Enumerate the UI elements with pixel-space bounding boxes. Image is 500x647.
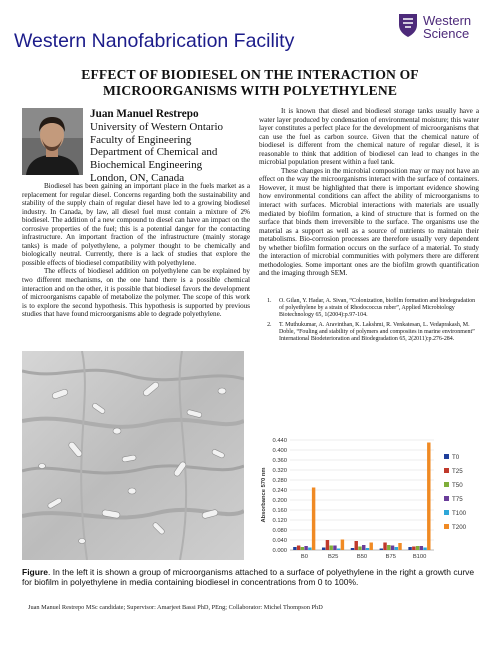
western-science-logo [397,10,493,56]
bar-T25-B50 [355,541,358,550]
legend-label: T50 [452,482,463,489]
figure-caption [22,567,482,587]
y-tick-label: 0.440 [272,438,287,444]
bar-T25-B0 [297,546,300,551]
bar-T200-B25 [341,540,344,551]
bar-T100-B50 [366,548,369,550]
x-tick-label: B50 [356,554,368,560]
legend-swatch-T100 [444,510,449,515]
bar-T75-B75 [391,546,394,551]
bar-T0-B100 [408,547,411,550]
logo-line-2: Science [423,26,470,41]
bar-T75-B25 [333,546,336,551]
author-affiliation-line: University of Western Ontario [90,120,224,133]
bar-T100-B75 [395,547,398,550]
author-affiliation-line: Department of Chemical and [90,146,218,159]
legend-swatch-T0 [444,454,449,459]
reference-item: 1. O. Gilan, Y. Hadar, A. Sivan, “Colonization, biofilm formation and biodegradation of polyethylene by a strain of Rhodococcus ruber”, Applied Microbiology Biotechnology 65, 1(2004):p.97-104. [273,298,479,319]
bar-T200-B50 [369,543,372,551]
x-tick-label: B75 [385,554,396,560]
author-affiliation-line: Faculty of Engineering [90,133,192,146]
bar-T25-B75 [383,543,386,551]
y-tick-label: 0.000 [272,548,287,554]
legend-swatch-T50 [444,482,449,487]
bar-T200-B100 [427,443,430,551]
legend-label: T75 [452,496,463,503]
bar-T75-B100 [420,546,423,550]
bar-T25-B100 [412,547,415,551]
bar-T200-B0 [312,488,315,551]
bar-T100-B25 [337,549,340,551]
bar-T100-B0 [308,548,311,551]
legend-swatch-T25 [444,468,449,473]
legend-label: T200 [452,524,467,531]
caption-text: . In the left it is shown a group of microorganisms attached to a surface of polyethylene in the right a growth curve for biofilm in polyethylene in media containing biodiesel in concentrations from 0 to 100%. [22,567,475,587]
author-affiliation-line: Biochemical Engineering [90,159,203,172]
legend-swatch-T200 [444,524,449,529]
facility-title: Western Nanofabrication Facility [14,30,295,52]
bar-T25-B25 [326,540,329,550]
left-column-text [22,182,250,319]
paragraph: Biodiesel has been gaining an important place in the fuels market as a replacement for regular diesel. Concerns regarding both the sustainability and stability of the supply chain of regular diesel have led to a growing biodiesel industry. In Canada, by law, all diesel fuel must contain a mixture of 2% biodiesel. The addition of a new compound to diesel can have an impact on the corrosive properties of the fuel; this is a potential danger for the contacting infrastructure. An important fraction of the infrastructure (mainly storage tanks) is made of polyethylene, a polymer thought to be chemically and biologically neutral. Currently, there is a lack of studies that explore the possible effects of biodiesel compatibility with polyethylene. [22,182,250,267]
bar-T50-B25 [329,546,332,551]
y-tick-label: 0.360 [272,458,287,464]
legend-swatch-T75 [444,496,449,501]
shield-icon [397,12,419,38]
y-tick-label: 0.040 [272,538,287,544]
y-tick-label: 0.240 [272,488,287,494]
y-tick-label: 0.080 [272,528,287,534]
bar-T0-B50 [351,548,354,550]
bar-T50-B100 [416,546,419,550]
bar-T75-B0 [304,546,307,550]
paragraph: The effects of biodiesel addition on polyethylene can be explained by two different mechanisms, on the one hand there is a possible chemical interaction and on the other, it is possible that biodiesel favors the development of microorganisms capable of metabolize the polymer. The scope of this work is to explore the second hypothesis. This hypothesis is supported by previous studies that have found microorganisms able to degrade polyethylene. [22,267,250,319]
y-tick-label: 0.160 [272,508,287,514]
poster-title: EFFECT OF BIODIESEL ON THE INTERACTION OF MICROORGANISMS WITH POLYETHYLENE [81,67,419,98]
y-tick-label: 0.400 [272,448,287,454]
paragraph: These changes in the microbial composition may or may not have an effect on the way the microorganisms interact with the surface of containers. However, it must be highlighted that there is important evidence showing how environmental conditions can affect the ability of microorganisms to interact with surfaces. Microbial interactions with materials are usually mediated by biofilm formation, a kind of structure that is formed on the surface that binds them irreversible to the surface. The organisms use the material as a support as well as a source of nutrients to maintain their metabolisms. Bio-corrosion processes are therefore usually very dependent by whether biofilm formation occurs on the surface of a material. To study the interaction of microbial communities with polymers there are different methodologies. Some important ones are the biofilm growth quantification and the imaging through SEM. [259,166,479,278]
author-block [90,108,223,185]
sem-micrograph [22,351,244,560]
author-name: Juan Manuel Restrepo [90,108,199,120]
y-axis-label: Absorbance 570 nm [261,467,267,523]
right-column-text [259,107,479,278]
x-tick-label: B100 [412,554,427,560]
bar-T50-B0 [301,547,304,550]
legend-label: T25 [452,468,463,475]
reference-item: 2. T. Muthukumar, A. Aravinthan, K. Lakshmi, R. Venkatesan, L. Vedaprakash, M. Doble, “Fouling and stability of polymers and composites in marine environment” International Biodeterioration and Biodegradation 65, 2(2011):p.276-284. [273,322,479,343]
bar-T200-B75 [398,543,401,550]
biofilm-growth-chart [258,436,478,560]
references [259,298,479,347]
x-tick-label: B25 [328,554,339,560]
y-tick-label: 0.200 [272,498,287,504]
bar-T0-B0 [293,547,296,550]
author-affiliation-line: London, ON, Canada [90,171,185,184]
caption-label: Figure [22,567,48,577]
bar-T50-B75 [387,545,390,550]
y-tick-label: 0.320 [272,468,287,474]
bar-T50-B50 [358,547,361,551]
legend-label: T100 [452,510,467,517]
credits-footer: Juan Manuel Restrepo MSc candidate; Supervisor: Amarjeet Bassi PhD, PEng; Collaborator: Michel Thompson PhD [28,604,323,611]
y-tick-label: 0.120 [272,518,287,524]
bar-T75-B50 [362,545,365,550]
y-tick-label: 0.280 [272,478,287,484]
bar-T0-B75 [380,549,383,551]
legend-label: T0 [452,454,460,461]
bar-T100-B100 [423,548,426,551]
logo-line-1: Western [423,13,472,28]
x-tick-label: B0 [300,554,308,560]
author-photo [22,108,83,175]
paragraph: It is known that diesel and biodiesel storage tanks usually have a water layer produced by condensation of environmental moisture; this water layer constitutes a perfect place for the development of microorganisms that can use the fuel as carbon source. Given that the chemical nature of biodiesel is different from the chemical nature of regular diesel, it is reasonable to think that addition of biodiesel can lead to changes in the microbial population present within a fuel tank. [259,107,479,167]
bar-T0-B25 [322,548,325,551]
